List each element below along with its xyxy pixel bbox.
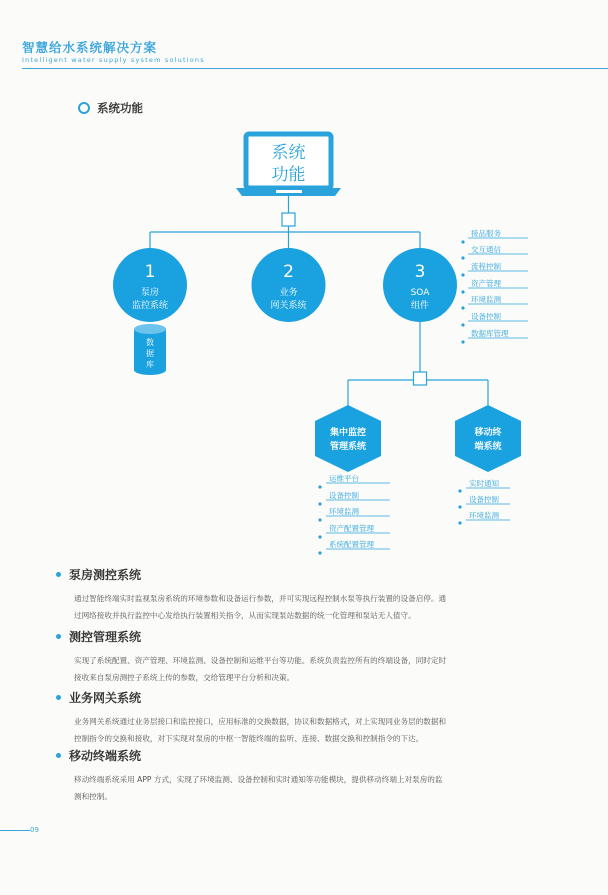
database-label-2: 据 xyxy=(146,349,154,358)
description-title: 泵房测控系统 xyxy=(69,568,142,582)
mobile-list xyxy=(458,478,510,525)
hexagon-mobile-line1: 移动终 xyxy=(474,428,502,438)
soa-list-item: 环境监测 xyxy=(471,295,501,304)
description-line: 控制指令的交换和接收，对下实现对泵房的中枢一智能终端的监听、连接、数据交换和控制指令的下达。 xyxy=(74,734,424,743)
description-line: 业务网关系统通过业务层接口和监控接口，应用标准的交换数据，协议和数据格式，对上实现同业务层的数据和 xyxy=(74,717,447,726)
description-line: 过网络接收并执行监控中心发给执行装置相关指令，从而实现泵站数据的统一化管理和泵站无人值守。 xyxy=(74,611,416,620)
soa-list-item: 交互通信 xyxy=(471,245,501,254)
mobile-list-item: 实时通知 xyxy=(469,479,499,488)
bullet-dot-icon xyxy=(56,695,61,700)
central-list-item: 系统配置管理 xyxy=(329,540,374,549)
description-body xyxy=(74,652,556,686)
monitor-label-line1: 系统 xyxy=(271,143,306,163)
circle-2-number: 2 xyxy=(283,262,294,282)
description-body xyxy=(74,771,556,805)
description-title: 移动终端系统 xyxy=(69,749,142,763)
bullet-dot-icon xyxy=(56,572,61,577)
circle-1-number: 1 xyxy=(144,262,156,282)
central-list-item: 运维平台 xyxy=(329,474,359,483)
hexagon-central-line2: 管理系统 xyxy=(329,442,367,452)
central-list-item: 资产配置管理 xyxy=(329,524,374,533)
circle-3-label-line2: 组件 xyxy=(410,301,430,311)
doc-header-title: 智慧给水系统解决方案 xyxy=(22,40,158,55)
bullet-dot-icon xyxy=(56,753,61,758)
description-block xyxy=(56,566,556,624)
soa-list-item: 设备控制 xyxy=(471,312,501,321)
description-line: 测和控制。 xyxy=(74,792,112,801)
soa-list-item: 数据库管理 xyxy=(471,329,509,338)
database-label-3: 库 xyxy=(146,360,154,369)
hexagon-mobile-line2: 端系统 xyxy=(474,442,502,452)
description-line: 通过智能终端实时监视泵房系统的环境参数和设备运行参数，并可实现远程控制水泵等执行装置的设备启停。通 xyxy=(74,594,447,603)
description-block xyxy=(56,689,556,747)
hexagon-node-mobile xyxy=(455,405,521,472)
circle-2-label-line2: 网关系统 xyxy=(270,301,307,311)
soa-list xyxy=(461,228,528,344)
circle-2-label-line1: 业务 xyxy=(279,288,298,298)
monitor-label-line2: 功能 xyxy=(271,165,306,185)
database-label-1: 数 xyxy=(146,338,154,347)
bullet-dot-icon xyxy=(56,634,61,639)
connector-node-top xyxy=(282,213,295,226)
circle-1-label-line1: 泵房 xyxy=(140,288,160,298)
doc-header-subtitle: Intelligent water supply system solutions xyxy=(22,56,205,64)
description-line: 移动终端系统采用 APP 方式，实现了环境监测、设备控制和实时通知等功能模块，提供移动终端上对泵房的监 xyxy=(74,775,443,784)
description-block xyxy=(56,747,556,805)
soa-list-item: 接品服务 xyxy=(471,229,501,238)
circle-3-number: 3 xyxy=(414,262,426,282)
circle-1-label-line2: 监控系统 xyxy=(131,301,169,311)
description-body xyxy=(74,713,556,747)
soa-list-item: 资产管理 xyxy=(471,279,501,288)
description-title: 业务网关系统 xyxy=(69,691,142,705)
description-block xyxy=(56,628,556,686)
description-line: 接收来自泵房测控子系统上传的参数，交给管理平台分析和决策。 xyxy=(74,673,295,682)
section-title: 系统功能 xyxy=(97,101,143,115)
mobile-list-item: 环境监测 xyxy=(469,511,499,520)
description-line: 实现了系统配置、资产管理、环境监测、设备控制和运维平台等功能。系统负责监控所有的终端设备，同时定时 xyxy=(74,656,447,665)
circle-3-label-line1: SOA xyxy=(410,288,430,298)
central-list-item: 环境监测 xyxy=(329,507,359,516)
footer-divider xyxy=(0,830,30,831)
page-number: 09 xyxy=(30,826,39,834)
hexagon-central-line1: 集中监控 xyxy=(329,428,367,438)
soa-list-item: 流程控制 xyxy=(471,262,501,271)
connector-node-bottom xyxy=(414,372,427,385)
connector-lines-bottom xyxy=(348,322,488,410)
central-list xyxy=(318,473,390,555)
central-list-item: 设备控制 xyxy=(329,491,359,500)
mobile-list-item: 设备控制 xyxy=(469,495,499,504)
description-body xyxy=(74,590,556,624)
description-title: 测控管理系统 xyxy=(69,630,142,644)
hexagon-node-central xyxy=(315,405,381,472)
